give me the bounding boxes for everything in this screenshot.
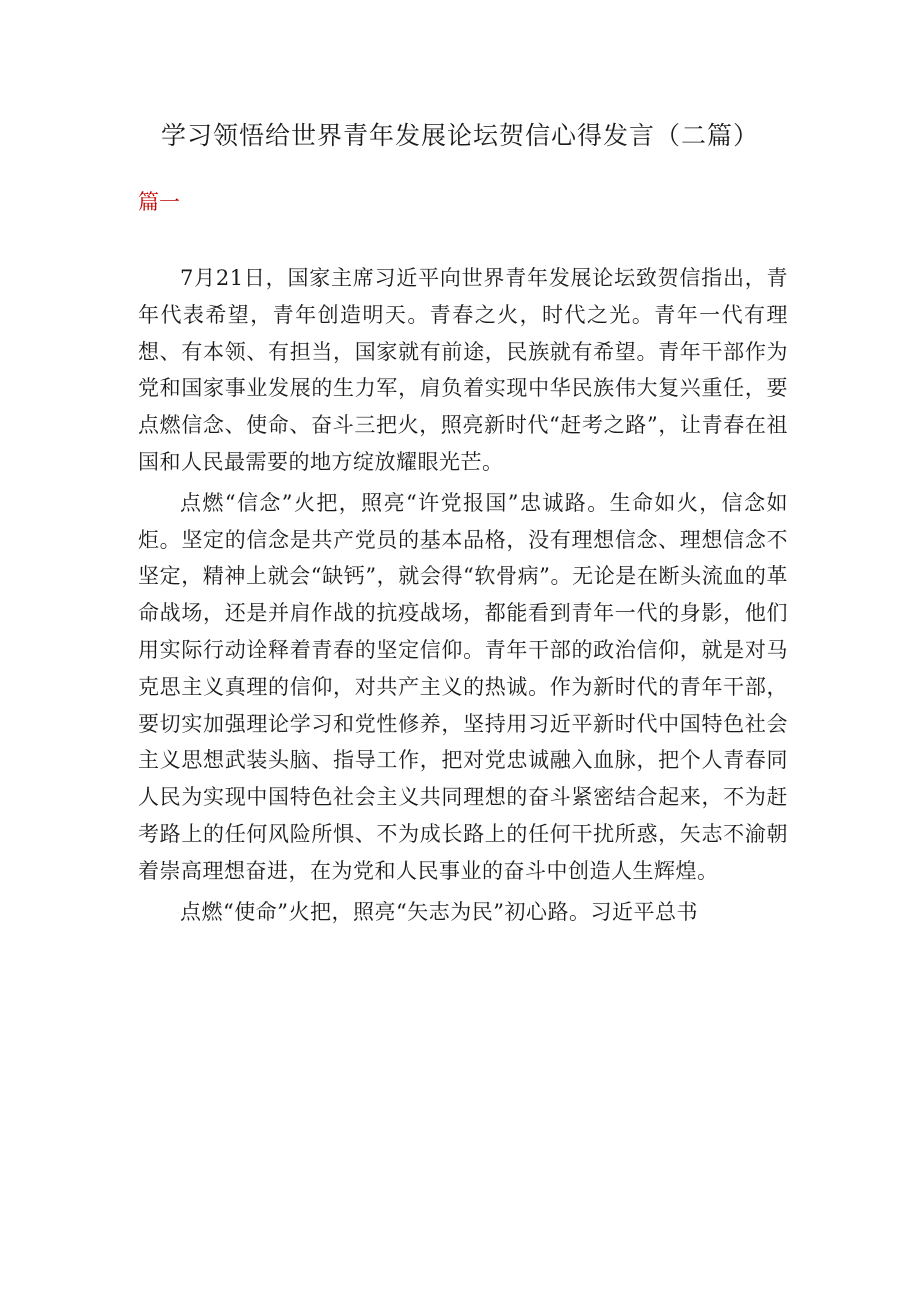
paragraph-1: 7月21日，国家主席习近平向世界青年发展论坛致贺信指出，青年代表希望，青年创造明天。青春之火，时代之光。青年一代有理想、有本领、有担当，国家就有前途，民族就有希望。青年干部作为党和国家事业发展的生力军，肩负着实现中华民族伟大复兴重任，要点燃信念、使命、奋斗三把火，照亮新时代“赶考之路”，让青春在祖国和人民最需要的地方绽放耀眼光芒。 <box>138 266 788 474</box>
section-heading: 篇一 <box>138 190 180 214</box>
paragraph-2: 点燃“信念”火把，照亮“许党报国”忠诚路。生命如火，信念如炬。坚定的信念是共产党员的基本品格，没有理想信念、理想信念不坚定，精神上就会“缺钙”，就会得“软骨病”。无论是在断头流血的革命战场，还是并肩作战的抗疫战场，都能看到青年一代的身影，他们用实际行动诠释着青春的坚定信仰。青年干部的政治信仰，就是对马克思主义真理的信仰，对共产主义的热诚。作为新时代的青年干部，要切实加强理论学习和党性修养，坚持用习近平新时代中国特色社会主义思想武装头脑、指导工作，把对党忠诚融入血脉，把个人青春同人民为实现中国特色社会主义共同理想的奋斗紧密结合起来，不为赶考路上的任何风险所惧、不为成长路上的任何干扰所惑，矢志不渝朝着崇高理想奋进，在为党和人民事业的奋斗中创造人生辉煌。 <box>138 490 788 883</box>
paragraph-3: 点燃“使命”火把，照亮“矢志为民”初心路。习近平总书 <box>180 899 698 924</box>
document-body <box>138 260 788 934</box>
document-title: 学习领悟给世界青年发展论坛贺信心得发言（二篇） <box>160 121 759 150</box>
